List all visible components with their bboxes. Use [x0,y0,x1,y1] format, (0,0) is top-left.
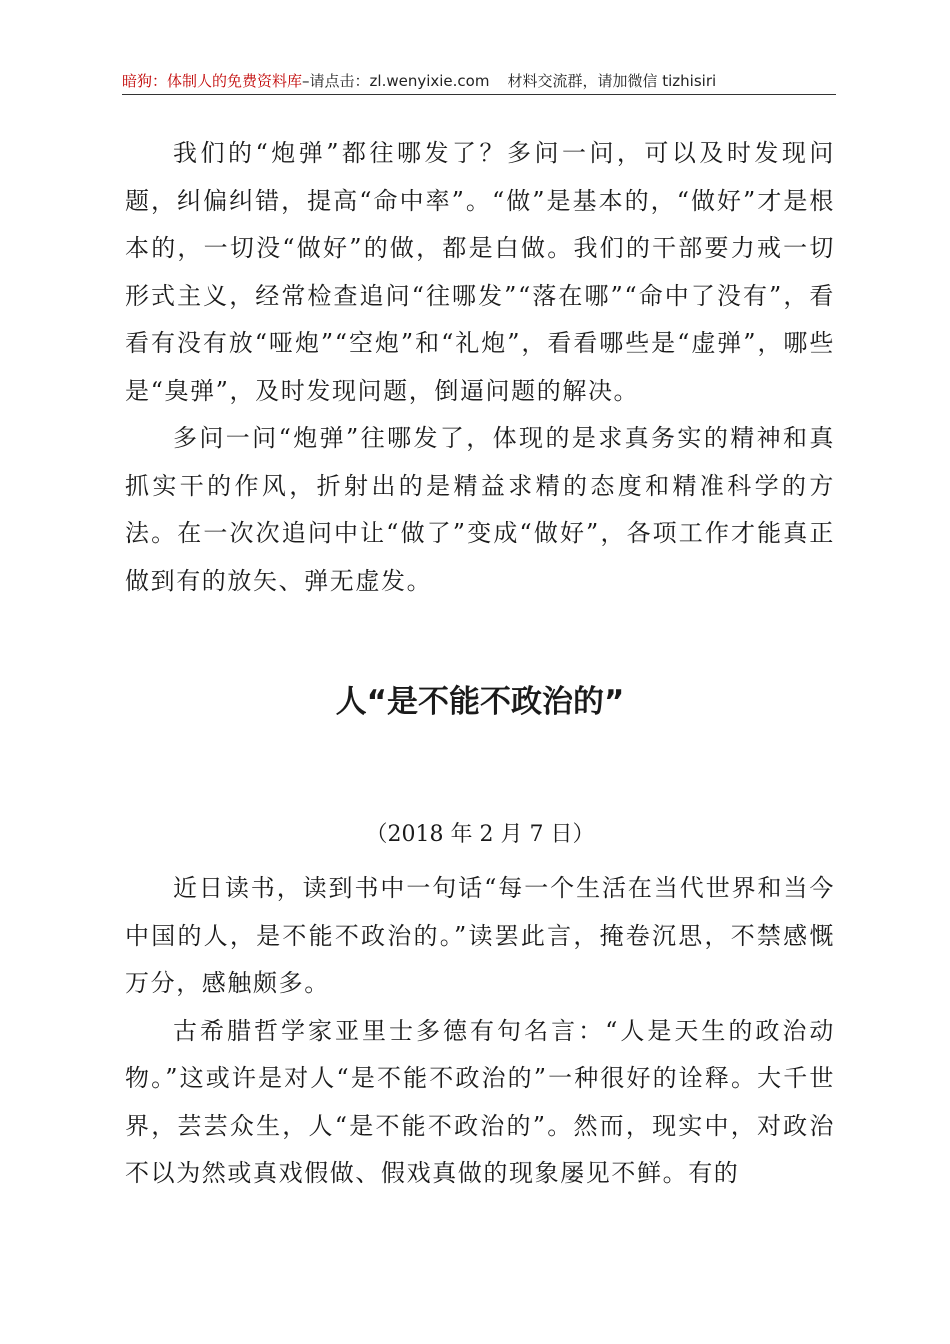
header-click-prompt: –请点击： [302,72,370,90]
paragraph: 我们的“炮弹”都往哪发了？多问一问，可以及时发现问题，纠偏纠错，提高“命中率”。“做”是基本的，“做好”才是根本的，一切没“做好”的做，都是白做。我们的干部要力戒一切形式主义，经常检查追问“往哪发”“落在哪”“命中了没有”，看看有没有放“哑炮”“空炮”和“礼炮”，看看哪些是“虚弹”，哪些是“臭弹”，及时发现问题，倒逼问题的解决。 [125,139,835,405]
paragraph: 近日读书，读到书中一句话“每一个生活在当代世界和当今中国的人，是不能不政治的。”读罢此言，掩卷沉思，不禁感慨万分，感触颇多。 [125,874,835,997]
article-title: 人“是不能不政治的” [335,684,625,720]
header-site-link[interactable]: zl.wenyixie.com [369,72,490,90]
page-header [122,70,836,92]
paragraph: 多问一问“炮弹”往哪发了，体现的是求真务实的精神和真抓实干的作风，折射出的是精益求精的态度和精准科学的方法。在一次次追问中让“做了”变成“做好”，各项工作才能真正做到有的放矢、弹无虚发。 [125,424,835,595]
article-date: （2018 年 2 月 7 日） [365,822,595,847]
header-brand: 暗狗：体制人的免费资料库 [122,72,303,90]
header-divider [122,94,836,95]
header-contact: 材料交流群，请加微信 tizhisiri [507,72,717,90]
section-1-body [125,130,835,605]
paragraph: 古希腊哲学家亚里士多德有句名言：“人是天生的政治动物。”这或许是对人“是不能不政治的”一种很好的诠释。大千世界，芸芸众生，人“是不能不政治的”。然而，现实中，对政治不以为然或真戏假做、假戏真做的现象屡见不鲜。有的 [125,1016,835,1187]
section-2-body [125,865,835,1198]
